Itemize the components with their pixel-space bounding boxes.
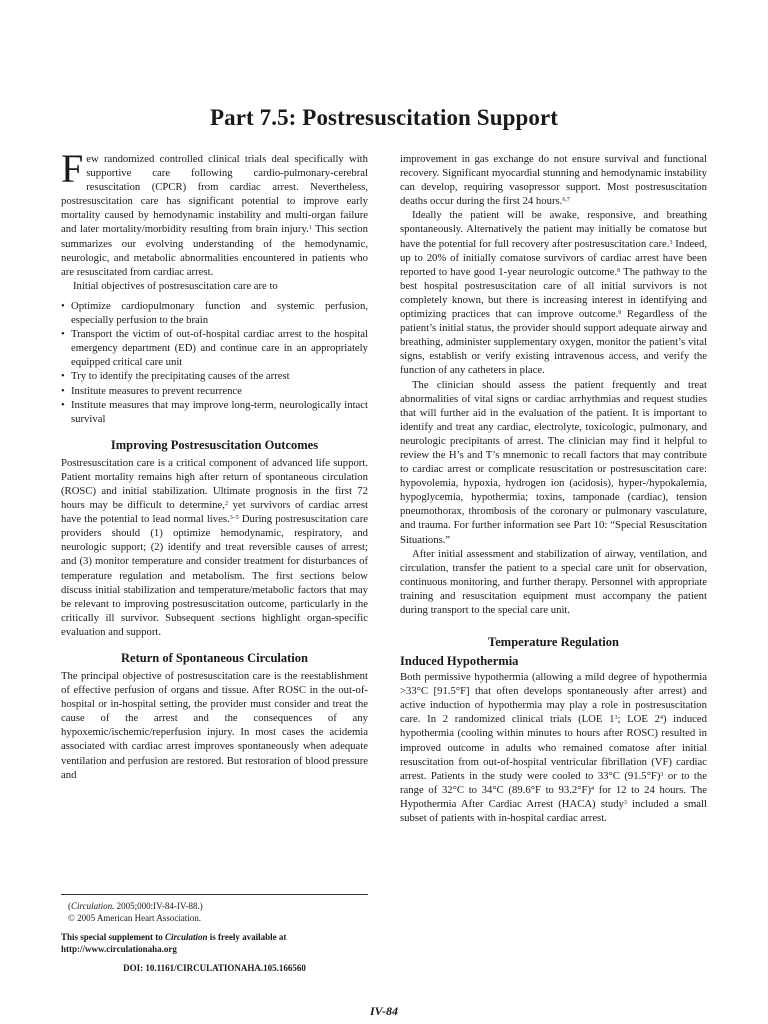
body-paragraph: Ideally the patient will be awake, responsive, and breathing spontaneously. Alternatively the patient may initially be comatose but have the potential for full recovery after postresuscitation care.$^3$ Indeed, up to 20% of initially comatose survivors of cardiac arrest have been reported to have good 1-year neurologic outcome.$^8$ The pathway to the best hospital postresuscitation care of all initial survivors is not completely known, but there is increasing interest in identifying and optimizing practices that can improve outcome.$^9$ Regardless of the patient’s initial status, the provider should support adequate airway and breathing, administer supplementary oxygen, monitor the patient’s vital signs, establish or verify existing intravenous access, and verify the function of any catheters in place. [400, 209, 708, 377]
reference-marker: 3 [623, 799, 627, 806]
reference-marker: 3 [669, 239, 673, 246]
continued-paragraph: improvement in gas exchange do not ensure survival and functional recovery. Significant myocardial stunning and hemodynamic instability can develop, requiring vasopressor support. Most postresuscitation deaths occur during the first 24 hours.$^{6,7}$ [400, 153, 707, 208]
objectives-list [61, 299, 368, 426]
body-paragraph: After initial assessment and stabilization of airway, ventilation, and circulation, transfer the patient to a special care unit for observation, continuous monitoring, and further therapy. Personnel with appropriate training and resuscitation equipment must accompany the patient during transport to the special care unit. [400, 547, 707, 616]
right-column [400, 152, 707, 825]
reference-marker: 9 [618, 310, 622, 317]
left-column [61, 146, 369, 782]
subsection-heading-hypothermia: Induced Hypothermia [400, 654, 519, 669]
page-number: IV-84 [369, 1004, 398, 1018]
drop-cap: F [61, 146, 84, 191]
hypothermia-paragraph: Both permissive hypothermia (allowing a mild degree of hypothermia >33°C [91.5°F] that often develops spontaneously after arrest) and active induction of hypothermia may play a role in postresuscitation care. In 2 randomized clinical trials (LOE $1^3$; LOE $2^4$) induced hypothermia (cooling within minutes to hours after ROSC) resulted in improved outcome in adults who remained comatose after initial resuscitation from out-of-hospital ventricular fibrillation (VF) cardiac arrest. Patients in the study were cooled to 33°C $(91.5^\circ F)^3$ or to the range of 32°C to 34°C (89.6°F to 93.2°F)$^4$ for 12 to 24 hours. The Hypothermia After Cardiac Arrest (HACA) study$^3$ included a small subset of patients with in-hospital cardiac arrest. [400, 671, 708, 825]
list-item: • Optimize cardiopulmonary function and systemic perfusion, especially perfusion to the brain [61, 299, 368, 327]
reference-marker: 3 [660, 771, 664, 778]
section-heading-rosc: Return of Spontaneous Circulation [121, 651, 308, 665]
body-paragraph: The clinician should assess the patient frequently and treat abnormalities of vital signs or cardiac arrhythmias and request studies that will further aid in the evaluation of the patient. It is important to identify and treat any cardiac, electrolyte, toxicologic, pulmonary, and neurologic precipitants of arrest. The clinician may find it helpful to review the H’s and T’s mnemonic to recall factors that may contribute to cardiac arrest or complicate resuscitation or postresuscitation care: hypovolemia, hypoxia, hydrogen ion (acidosis), hyper-/hypokalemia, hypoglycemia, hypothermia; toxins, tamponade (cardiac), tension pneumothorax, thrombosis of the coronary or pulmonary vasculature, and trauma. For further information see Part 10: “Special Resuscitation Situations.” [400, 378, 707, 546]
section-heading-outcomes: Improving Postresuscitation Outcomes [110, 437, 319, 452]
reference-marker: 3 [614, 715, 618, 722]
section-heading-temperature: Temperature Regulation [488, 635, 619, 650]
list-item: • Institute measures that may improve long-term, neurologically intact survival [61, 398, 368, 426]
outcomes-paragraph: Postresuscitation care is a critical component of advanced life support. Patient mortality remains high after return of spontaneous circulation (ROSC) and initial stabilization. Ultimate prognosis in the first 72 hours may be difficult to determine,$^2$ yet survivors of cardiac arrest have the potential to lead normal lives.$^{3-5}$ During postresuscitation care providers should (1) optimize hemodynamic, respiratory, and neurologic support; (2) identify and treat reversible causes of arrest; and (3) monitor temperature and consider treatment for disturbances of temperature regulation and metabolism. The first sections below discuss initial stabilization and temperature/metabolic factors that may be relevant to improving postresuscitation outcome, particularly in the critically ill survivor. Subsequent sections highlight organ-specific evaluation and support. [61, 456, 369, 638]
list-item: • Institute measures to prevent recurrence [61, 384, 368, 398]
reference-marker: 8 [617, 267, 621, 274]
copyright: © 2005 American Heart Association. [68, 912, 202, 923]
list-item: • Try to identify the precipitating causes of the arrest [61, 369, 368, 383]
reference-marker: 4 [659, 715, 663, 722]
article-footnote [61, 894, 368, 975]
availability-note: This special supplement to Circulation is freely available at http://www.circulationaha.org [61, 932, 287, 954]
list-item: • Transport the victim of out-of-hospital cardiac arrest to the hospital emergency department (ED) and continue care in an appropriately equipped critical care unit [61, 327, 368, 369]
reference-marker: 1 [308, 225, 312, 232]
rosc-paragraph: The principal objective of postresuscitation care is the reestablishment of effective perfusion of organs and tissue. After ROSC in the out-of-hospital or in-hospital setting, the provider must consider and treat the cause of the arrest and the consequences of any hypoxemic/ischemic/reperfusion injury. In most cases the acidemia associated with cardiac arrest improves spontaneously when adequate ventilation and perfusion are restored. But restoration of blood pressure and [61, 670, 368, 781]
reference-marker: 4 [591, 785, 595, 792]
reference-marker: 6,7 [562, 197, 570, 204]
doi: DOI: 10.1161/CIRCULATIONAHA.105.166560 [123, 963, 306, 973]
reference-marker: 3–5 [229, 515, 239, 522]
reference-marker: 2 [224, 501, 228, 508]
objectives-lead: Initial objectives of postresuscitation care are to [73, 279, 278, 292]
intro-paragraph: Few randomized controlled clinical trials deal specifically with supportive care following cardio-pulmonary-cerebral resuscitation (CPCR) from cardiac arrest. Nevertheless, postresuscitation care has significant potential to improve early mortality caused by hemodynamic instability and multi-organ failure and later mortality/morbidity resulting from brain injury.$^1$ This section summarizes our evolving understanding of the hemodynamic, neurologic, and metabolic abnormalities encountered in patients who are resuscitated from cardiac arrest. [61, 146, 368, 278]
citation: (Circulation. 2005;000:IV-84-IV-88.) [68, 901, 203, 911]
page-title: Part 7.5: Postresuscitation Support [209, 105, 559, 130]
